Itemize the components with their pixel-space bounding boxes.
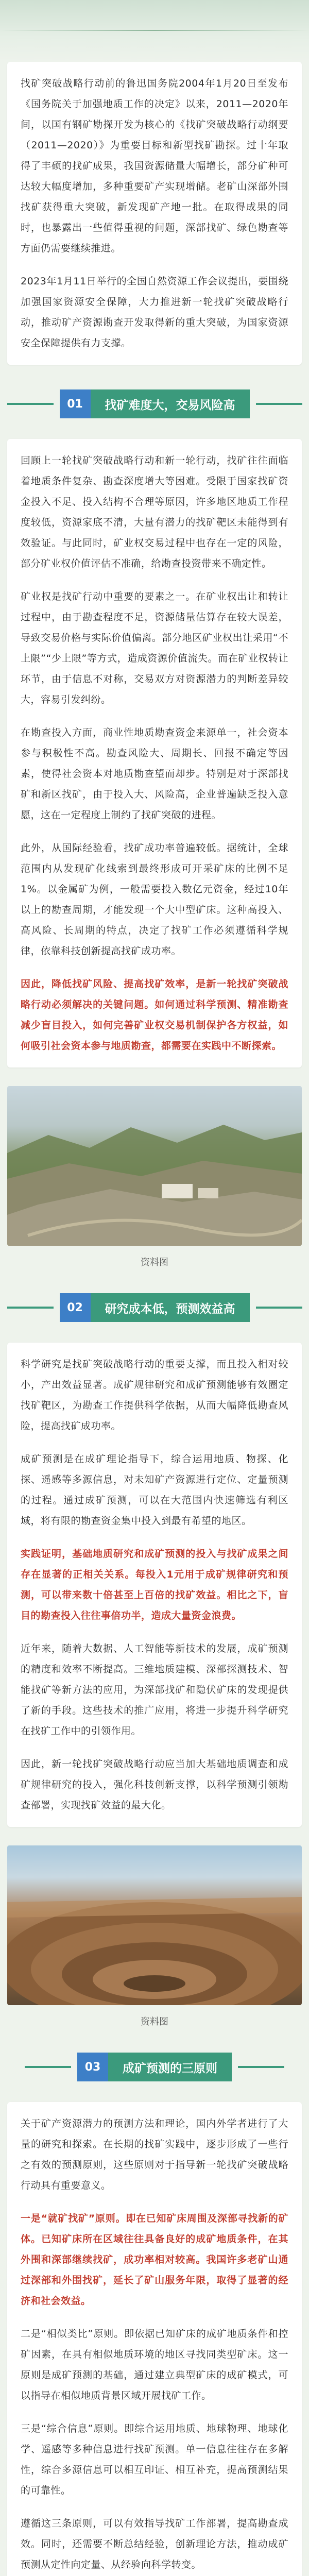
section-number: 02 — [60, 1293, 91, 1322]
section-2-card — [7, 1343, 302, 1827]
heading-bar-right — [256, 403, 302, 405]
section-1-paragraph: 此外，从国际经验看，找矿成功率普遍较低。据统计，全球范围内从发现矿化线索到最终形成可开采矿床的比例不足1%。以金属矿为例，一般需要投入数亿元资金，经过10年以上的勘查周期，才能发现一个大中型矿床。这种高投入、高风险、长周期的特点，决定了找矿工作必须遵循科学规律，依靠科技创新提高找矿成功率。 — [21, 842, 288, 957]
section-2-paragraph: 科学研究是找矿突破战略行动的重要支撑，而且投入相对较小，产出效益显著。成矿规律研究和成矿预测能够有效圈定找矿靶区，为勘查工作提供科学依据，从而大幅降低勘查风险，提高找矿成功率。 — [21, 1359, 288, 1432]
section-2-paragraph: 近年来，随着大数据、人工智能等新技术的发展，成矿预测的精度和效率不断提高。三维地质建模、深部探测技术、智能找矿等新方法的应用，为深部找矿和隐伏矿床的发现提供了新的手段。这些技术的推广应用，将进一步提升科学研究在找矿工作中的引领作用。 — [21, 1643, 288, 1737]
section-3-paragraph: 关于矿产资源潜力的预测方法和理论，国内外学者进行了大量的研究和探索。在长期的找矿实践中，逐步形成了一些行之有效的预测原则，这些原则对于指导新一轮找矿突破战略行动具有重要意义。 — [21, 2118, 288, 2191]
heading-bar-left — [7, 1307, 54, 1309]
intro-paragraph: 找矿突破战略行动前的鲁迅国务院2004年1月20日至发布《国务院关于加强地质工作的决定》以来，2011—2020年间，以国有钢矿勘探开发为核心的《找矿突破战略行动纲要（2011—2020）》为重要目标和新型找矿勘探。过十年取得了丰硕的找矿成果，我国资源储量大幅增长，部分矿种可达较大幅度增加，多种重要矿产实现增储。老矿山深部外围找矿获得重大突破，新发现矿产地一批。在取得成果的同时，也暴露出一些值得重视的问题，深部找矿、绿色勘查等方面仍需要继续推进。 — [21, 78, 288, 254]
section-title: 成矿预测的三原则 — [108, 2053, 232, 2081]
heading-bar-right — [238, 2066, 284, 2068]
open-pit-illustration — [7, 1845, 302, 2005]
intro-paragraph: 2023年1月11日举行的全国自然资源工作会议提出，要围绕加强国家资源安全保障，大力推进新一轮找矿突破战略行动，推动矿产资源勘查开发取得新的重大突破，为国家资源安全保障提供有力支撑。 — [21, 276, 288, 349]
section-3-paragraph: 二是“相似类比”原则。即依据已知矿床的成矿地质条件和控矿因素，在具有相似地质环境的地区寻找同类型矿床。这一原则是成矿预测的基础，通过建立典型矿床的成矿模式，可以指导在相似地质背景区域开展找矿工作。 — [21, 2328, 288, 2401]
section-number: 03 — [77, 2053, 108, 2081]
section-heading-3 — [0, 2053, 309, 2081]
section-number: 01 — [60, 389, 91, 418]
photo-caption: 资料图 — [141, 1257, 168, 1268]
section-1-paragraph: 回顾上一轮找矿突破战略行动和新一轮行动，找矿往往面临着地质条件复杂、勘查深度增大等困难。受限于国家找矿资金投入不足、投入结构不合理等原因，许多地区地质工作程度较低，资源家底不清，大量有潜力的找矿靶区未能得到有效验证。与此同时，矿业权交易过程中也存在一定的风险，部分矿业权价值评估不准确，给勘查投资带来不确定性。 — [21, 455, 288, 569]
section-3-highlight: 一是“就矿找矿”原则。即在已知矿床周围及深部寻找新的矿体。已知矿床所在区域往往具备良好的成矿地质条件，在其外围和深部继续找矿，成功率相对较高。我国许多老矿山通过深部和外围找矿，延长了矿山服务年限，取得了显著的经济和社会效益。 — [21, 2213, 288, 2307]
section-heading-2 — [0, 1293, 309, 1322]
header-divider — [0, 30, 309, 31]
intro-card — [7, 62, 302, 365]
section-title: 研究成本低，预测效益高 — [91, 1293, 250, 1322]
heading-bar-right — [256, 1307, 302, 1309]
section-1-highlight: 因此，降低找矿风险、提高找矿效率，是新一轮找矿突破战略行动必须解决的关键问题。如何通过科学预测、精准勘查减少盲目投入，如何完善矿业权交易机制保护各方权益，如何吸引社会资本参与地质勘查，都需要在实践中不断探索。 — [21, 978, 288, 1052]
section-3-paragraph: 遵循这三条原则，可以有效指导找矿工作部署，提高勘查成效。同时，还需要不断总结经验，创新理论方法，推动成矿预测从定性向定量、从经验向科学转变。 — [21, 2518, 288, 2570]
header-banner — [0, 0, 309, 62]
section-3-card — [7, 2102, 302, 2576]
photo-caption: 资料图 — [141, 2016, 168, 2027]
section-title: 找矿难度大，交易风险高 — [91, 389, 250, 418]
section-1-paragraph: 在勘查投入方面，商业性地质勘查资金来源单一，社会资本参与积极性不高。勘查风险大、周期长、回报不确定等因素，使得社会资本对地质勘查望而却步。特别是对于深部找矿和新区找矿，由于投入大、风险高，企业普遍缺乏投入意愿，这在一定程度上制约了找矿突破的进程。 — [21, 727, 288, 821]
section-3-paragraph: 三是“综合信息”原则。即综合运用地质、地球物理、地球化学、遥感等多种信息进行找矿预测。单一信息往往存在多解性，综合多源信息可以相互印证、相互补充，提高预测结果的可靠性。 — [21, 2423, 288, 2496]
mine-landscape-photo — [7, 1086, 302, 1246]
section-1-card — [7, 439, 302, 1067]
section-1-paragraph: 矿业权是找矿行动中重要的要素之一。在矿业权出让和转让过程中，由于勘查程度不足，资源储量估算存在较大误差，导致交易价格与实际价值偏离。部分地区矿业权出让采用“不上限”“少上限”等方式，造成资源价值流失。而在矿业权转让环节，由于信息不对称，交易双方对资源潜力的判断差异较大，容易引发纠纷。 — [21, 591, 288, 705]
mine-landscape-illustration — [7, 1086, 302, 1246]
section-2-paragraph: 因此，新一轮找矿突破战略行动应当加大基础地质调查和成矿规律研究的投入，强化科技创新支撑，以科学预测引领勘查部署，实现找矿效益的最大化。 — [21, 1758, 288, 1811]
heading-bar-left — [25, 2066, 71, 2068]
section-2-highlight: 实践证明，基础地质研究和成矿预测的投入与找矿成果之间存在显著的正相关关系。每投入1元用于成矿规律研究和预测，可以带来数十倍甚至上百倍的找矿效益。相比之下，盲目的勘查投入往往事倍功半，造成大量资金浪费。 — [21, 1548, 288, 1621]
open-pit-mine-photo — [7, 1845, 302, 2005]
section-2-paragraph: 成矿预测是在成矿理论指导下，综合运用地质、物探、化探、遥感等多源信息，对未知矿产资源进行定位、定量预测的过程。通过成矿预测，可以在大范围内快速筛选有利区域，将有限的勘查资金集中投入到最有希望的地区。 — [21, 1453, 288, 1527]
section-heading-1 — [0, 389, 309, 418]
heading-bar-left — [7, 403, 54, 405]
